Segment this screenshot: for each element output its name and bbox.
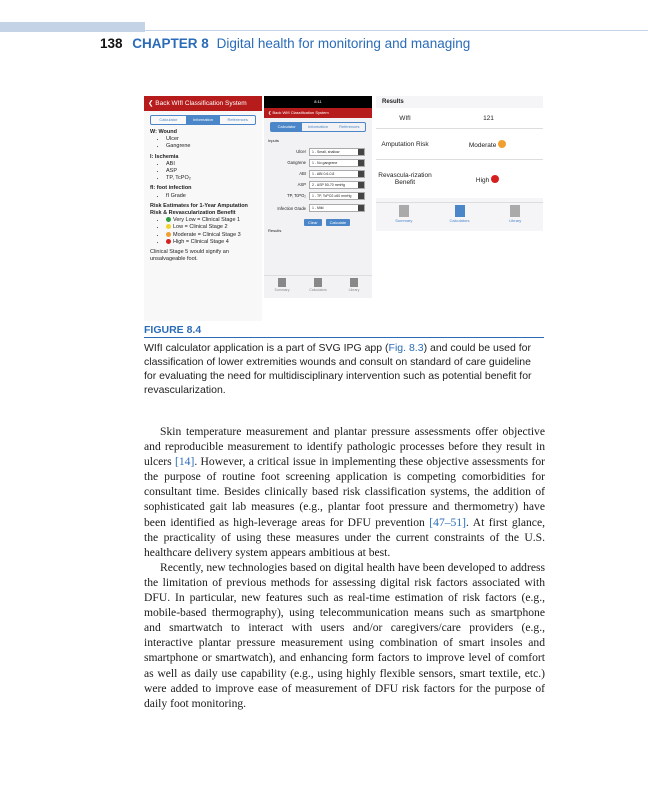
input-row-gangrene: Gangrene 1 - No gangrene [268, 157, 368, 168]
stage-item: • Very Low = Clinical Stage 1 [166, 217, 256, 224]
stage-dot-low [166, 224, 171, 229]
tp-select: 1 - TP, TcPO2 ≥60 mmHg [309, 192, 365, 200]
back-icon: ❮ [148, 100, 156, 107]
list-item: • fI Grade [166, 193, 256, 200]
tab-references: References [339, 124, 360, 129]
abi-select: 1 - ABI 0.6-0.8 [309, 170, 365, 178]
input-row-asp: ASP 2 - ASP 50-70 mmHg [268, 179, 368, 190]
risk-title: Risk Estimates for 1-Year Amputation Risk & Revascularization Benefit [150, 202, 248, 217]
tab-bar: Summary Calculators Library [264, 275, 372, 298]
result-row-revascularization: Revascula-rization Benefit High [376, 159, 543, 198]
calculator-icon [314, 278, 322, 287]
paragraph: Recently, new technologies based on digital health have been developed to address the limitation of previous methods for assessing digital risk factors associated with DFU. In particular, new features such as real-time estimation of risk factors (e.g., mobile-based thermography), using telecommunication means such as smartphone and smartwatch to interact with users and/or caregivers/care providers (e.g., interactive plantar pressure measurement using combination of smart insoles and smartphone or smartwatch), and enhancing form factors to improve level of comfort as well as daily use capability (e.g., using highly flexible sensors, smart textile, etc.) were added to improve ease of measurement of DFU risk factors for the purpose of daily foot monitoring. [144, 560, 545, 710]
stage-item: • Low = Clinical Stage 2 [166, 224, 256, 231]
infection-select: 1 - Mild [309, 204, 365, 212]
list-item: • Ulcer [166, 136, 256, 143]
nav-bar [144, 96, 262, 111]
stage-item: • Moderate = Clinical Stage 3 [166, 232, 256, 239]
infection-title: fI: foot infection [150, 185, 192, 192]
input-row-abi: ABI 1 - ABI 0.6-0.8 [268, 168, 368, 179]
list-item: • Gangrene [166, 143, 256, 150]
citation-link[interactable]: [47–51] [429, 515, 467, 529]
clear-button: Clear [304, 219, 322, 226]
stage-dot-moderate [166, 232, 171, 237]
nav-title: Back WIfI Classification System [272, 110, 329, 115]
calculator-icon [455, 205, 465, 217]
stage-dot-high [166, 239, 171, 244]
header-accent-bar [0, 22, 145, 32]
chapter-title: Digital health for monitoring and managing [216, 36, 471, 51]
tab-bar: Summary Calculators Library [376, 202, 543, 231]
high-dot [491, 175, 499, 183]
gangrene-select: 1 - No gangrene [309, 159, 365, 167]
running-header [100, 36, 470, 51]
figure-rule [144, 337, 544, 338]
summary-icon [399, 205, 409, 217]
input-row-ulcer: Ulcer 1 - Small, shallow [268, 146, 368, 157]
segmented-tabs [270, 122, 366, 132]
figure-panel-results [376, 96, 543, 231]
chapter-label: CHAPTER 8 [132, 36, 209, 51]
list-item: • ABI [166, 161, 256, 168]
tab-information: Information [307, 124, 328, 129]
page-number: 138 [100, 36, 123, 51]
wound-title: W: Wound [150, 129, 177, 135]
asp-select: 2 - ASP 50-70 mmHg [309, 181, 365, 189]
figure-label: FIGURE 8.4 [144, 324, 202, 336]
figure-ref-link[interactable]: Fig. 8.3 [388, 342, 424, 354]
tab-references: References [227, 117, 248, 122]
segmented-tabs [150, 115, 256, 125]
figure-panel-calculator [264, 96, 372, 298]
library-icon [350, 278, 358, 287]
results-label: Results [268, 228, 282, 233]
list-item: • TP, TcPO₂ [166, 175, 256, 182]
nav-title: Back WIfI Classification System [155, 100, 247, 107]
calculate-button: Calculate [326, 219, 351, 226]
ischemia-title: I: Ischemia [150, 153, 179, 160]
header-rule [145, 30, 648, 31]
tab-calculator: Calculator [159, 117, 178, 122]
moderate-dot [498, 140, 506, 148]
figure-caption: WIfI calculator application is a part of SVG IPG app (Fig. 8.3) and could be used for classification of lower extremities wounds and consult on standard of care guideline for evaluating the need for multidisciplinary intervention such as potential benefit for revascularization. [144, 342, 532, 396]
figure-panel-information [144, 96, 262, 321]
result-row-wifi: WIfI 121 [376, 108, 543, 128]
stage-note: Clinical Stage 5 would signify an unsalvageable foot. [150, 249, 229, 263]
library-icon [510, 205, 520, 217]
body-text [144, 424, 545, 711]
tab-information: Information [186, 116, 221, 124]
input-row-infection: Infection Grade 1 - Mild [268, 201, 368, 215]
input-row-tp: TP, TcPO₂ 1 - TP, TcPO2 ≥60 mmHg [268, 190, 368, 201]
status-bar: 8:11 [264, 96, 372, 108]
paragraph: Skin temperature measurement and plantar pressure assessments offer objective and reproducible measurement to identify pathologic processes before they result in ulcers [14]. However, a critical issue in implementing these objective assessments for the purpose of routine foot screening application is competing comorbidities for consultant time. Besides clinically based risk classification systems, the addition of sophisticated gait lab measures (e.g., plantar foot pressure and thermometry) have been identified as high-leverage areas for DFU prevention [47–51]. At first glance, the practicality of using these measures under the current constraints of the U.S. healthcare delivery system appears ambitious at best. [144, 425, 546, 559]
stage-item: • High = Clinical Stage 4 [166, 239, 256, 246]
citation-link[interactable]: [14] [175, 455, 195, 469]
stage-dot-very-low [166, 217, 171, 222]
inputs-label: Inputs [268, 138, 279, 143]
summary-icon [278, 278, 286, 287]
tab-calculator: Calculator [271, 123, 302, 131]
list-item: • ASP [166, 168, 256, 175]
result-row-amputation: Amputation Risk Moderate [376, 128, 543, 159]
back-icon: ❮ [268, 110, 273, 115]
results-heading: Results [382, 99, 404, 105]
ulcer-select: 1 - Small, shallow [309, 148, 365, 156]
nav-bar [264, 108, 372, 118]
